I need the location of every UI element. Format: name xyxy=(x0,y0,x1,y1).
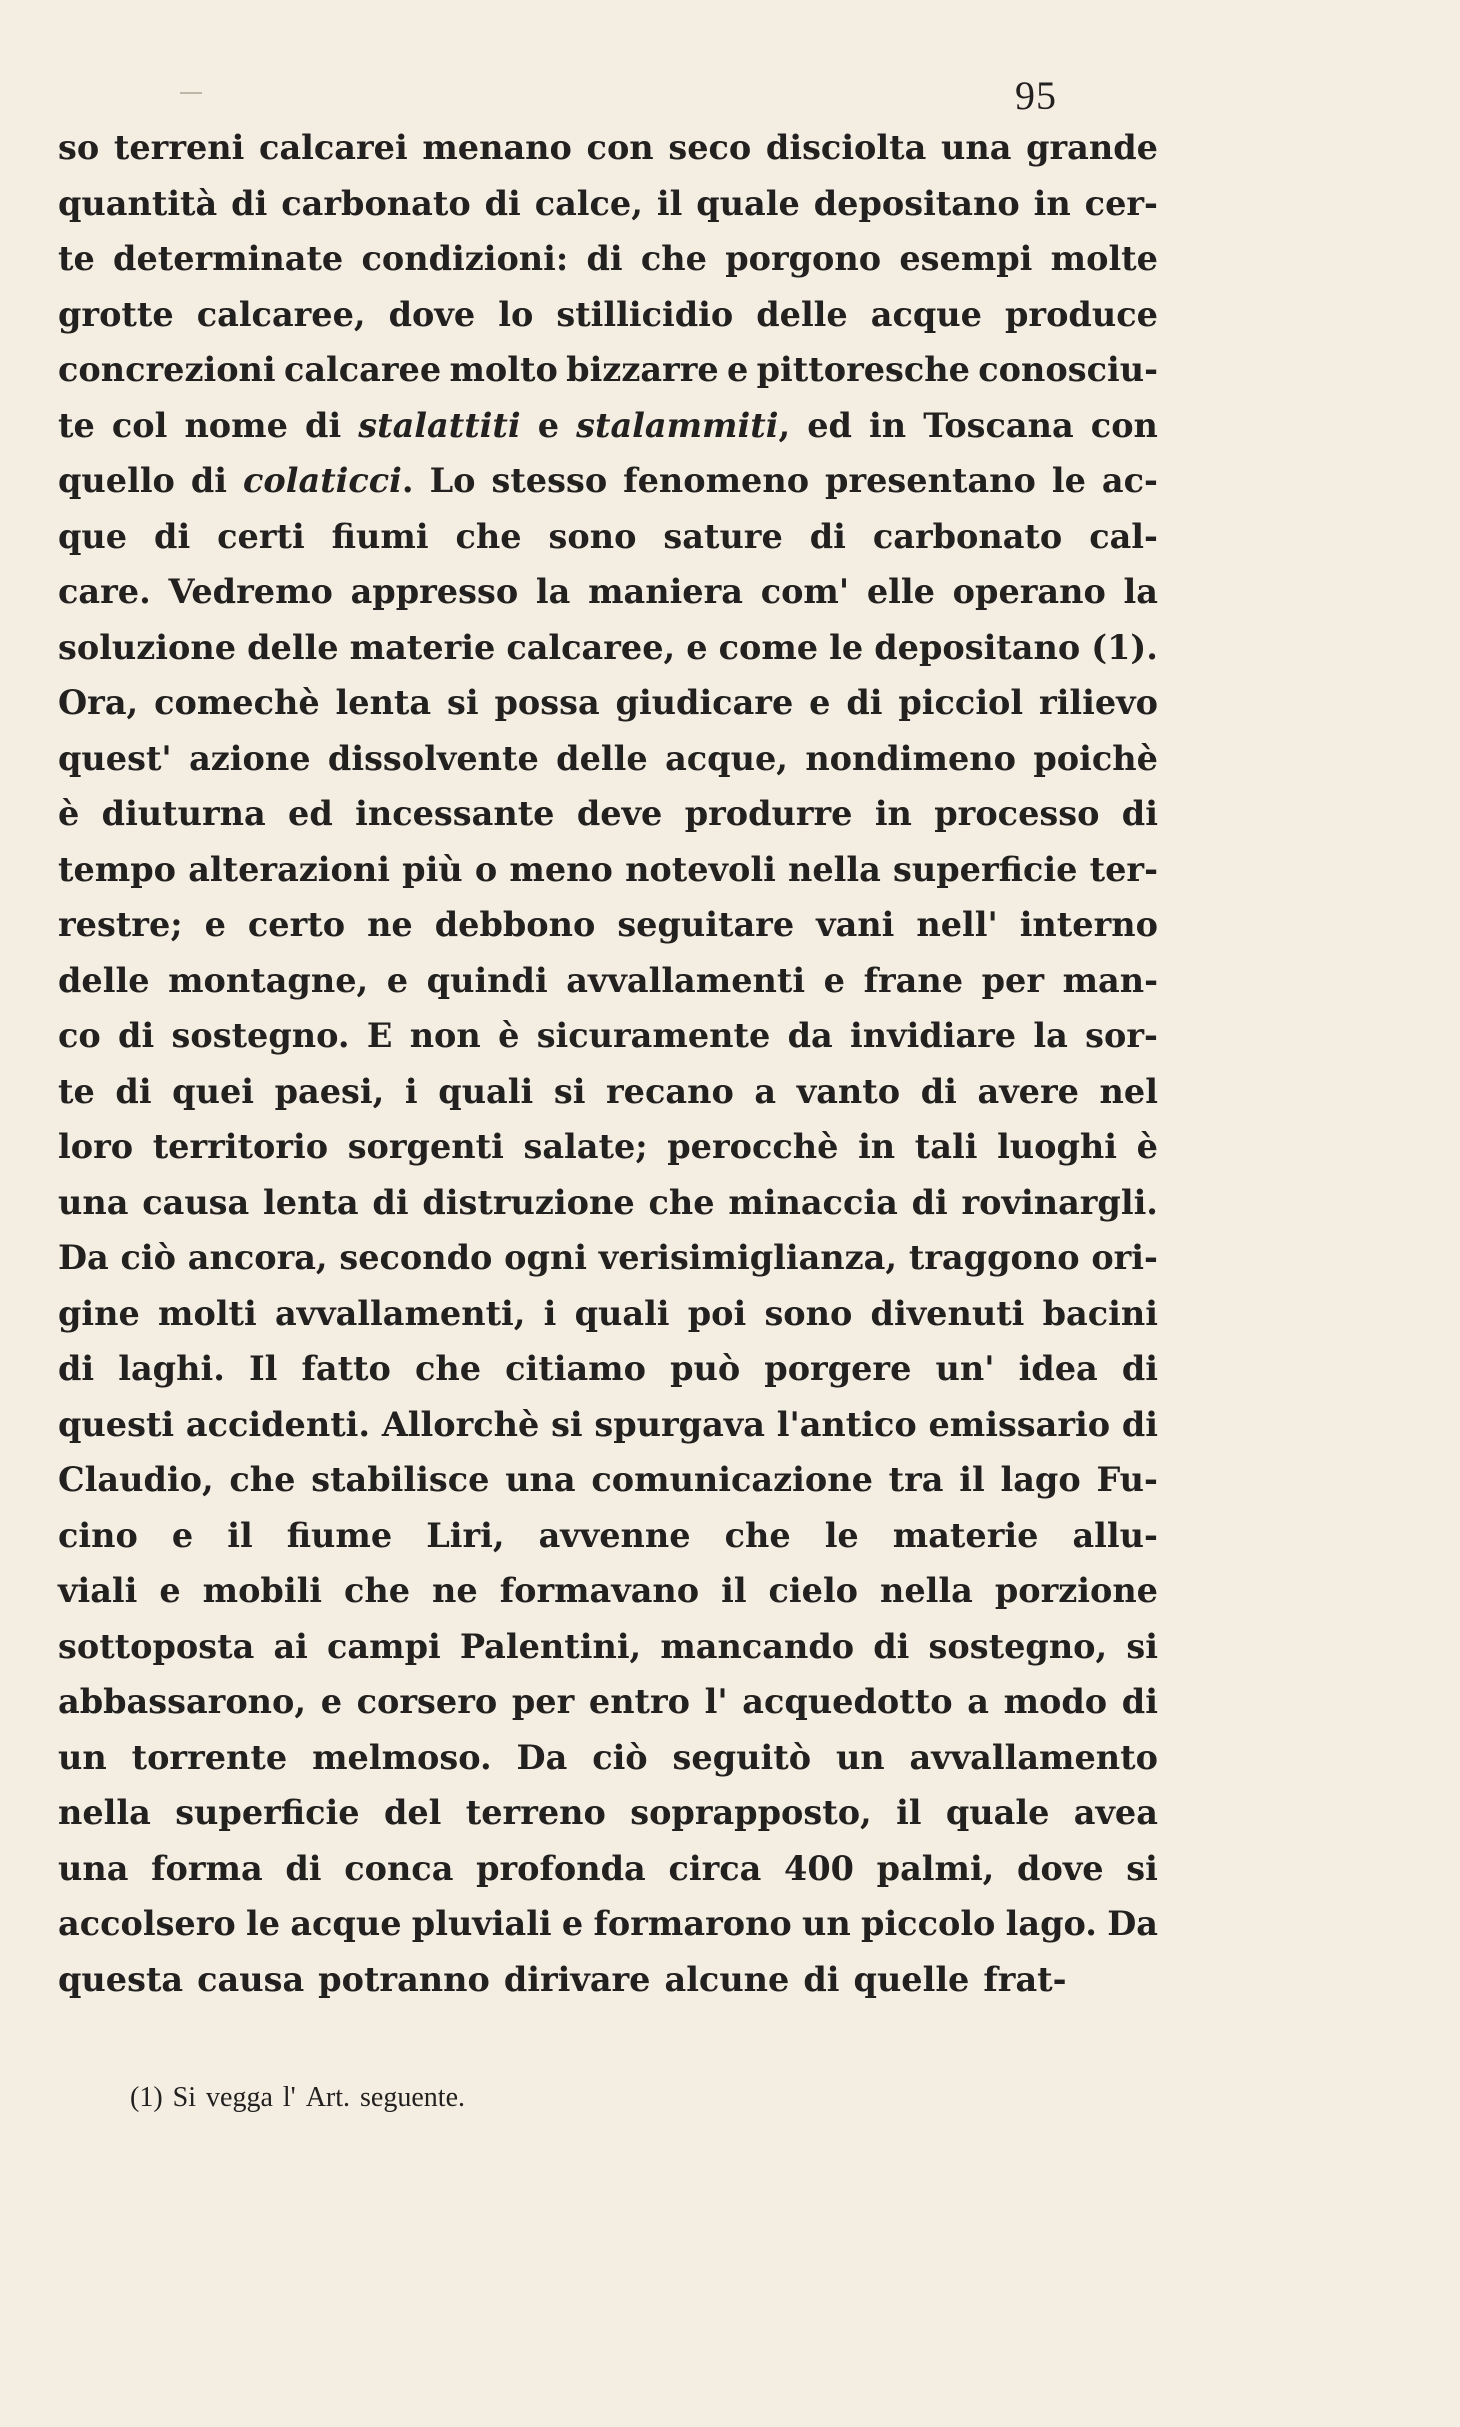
text-line: grotte calcaree, dove lo stillicidio delle acque produce xyxy=(58,294,1158,334)
text-line: gine molti avvallamenti, i quali poi sono divenuti bacini xyxy=(58,1293,1158,1333)
text-line: una forma di conca profonda circa 400 palmi, dove si xyxy=(58,1848,1158,1888)
text-line: questa causa potranno dirivare alcune di quelle frat- xyxy=(58,1959,1067,1999)
text-line: questi accidenti. Allorchè si spurgava l'antico emissario di xyxy=(58,1404,1158,1444)
text-line: Ora, comechè lenta si possa giudicare e di picciol rilievo xyxy=(58,683,1158,722)
text-line: te col nome di stalattiti e stalammiti, ed in Toscana con xyxy=(58,405,1158,445)
text-line: concrezioni calcaree molto bizzarre e pittoresche conosciu- xyxy=(58,350,1158,389)
text-line: quello di colaticci. Lo stesso fenomeno presentano le ac- xyxy=(58,461,1158,500)
text-line: care. Vedremo appresso la maniera com' elle operano la xyxy=(58,572,1158,611)
text-line: quantità di carbonato di calce, il quale depositano in cer- xyxy=(58,183,1158,223)
text-line: tempo alterazioni più o meno notevoli nella superficie ter- xyxy=(58,849,1158,889)
text-line: te di quei paesi, i quali si recano a vanto di avere nel xyxy=(58,1071,1158,1111)
text-line: que di certi fiumi che sono sature di carbonato cal- xyxy=(58,516,1158,556)
text-line: loro territorio sorgenti salate; perocchè in tali luoghi è xyxy=(58,1127,1158,1166)
text-line: cino e il fiume Liri, avvenne che le materie allu- xyxy=(58,1515,1158,1555)
body-text xyxy=(58,128,1158,2015)
text-line: co di sostegno. E non è sicuramente da invidiare la sor- xyxy=(58,1016,1158,1055)
text-line: te determinate condizioni: di che porgono esempi molte xyxy=(58,239,1158,278)
decorative-dash xyxy=(180,92,202,94)
footnote: (1) Si vegga l' Art. seguente. xyxy=(130,2082,465,2113)
text-line: è diuturna ed incessante deve produrre in processo di xyxy=(58,794,1158,833)
text-line: so terreni calcarei menano con seco disciolta una grande xyxy=(58,128,1158,167)
text-line: nella superficie del terreno soprapposto, il quale avea xyxy=(58,1793,1158,1832)
text-line: di laghi. Il fatto che citiamo può porgere un' idea di xyxy=(58,1349,1158,1388)
text-line: sottoposta ai campi Palentini, mancando di sostegno, si xyxy=(58,1626,1158,1666)
text-line: abbassarono, e corsero per entro l' acquedotto a modo di xyxy=(58,1682,1158,1721)
text-line: un torrente melmoso. Da ciò seguitò un avvallamento xyxy=(58,1737,1158,1777)
text-line: Claudio, che stabilisce una comunicazione tra il lago Fu- xyxy=(58,1460,1158,1499)
text-line: accolsero le acque pluviali e formarono un piccolo lago. Da xyxy=(58,1904,1158,1943)
page-number: 95 xyxy=(1015,73,1057,118)
text-line: delle montagne, e quindi avvallamenti e frane per man- xyxy=(58,960,1158,1000)
text-line: viali e mobili che ne formavano il cielo nella porzione xyxy=(58,1571,1158,1610)
text-line: Da ciò ancora, secondo ogni verisimiglianza, traggono ori- xyxy=(58,1238,1158,1277)
text-line: una causa lenta di distruzione che minaccia di rovinargli. xyxy=(58,1182,1158,1222)
text-line: soluzione delle materie calcaree, e come le depositano (1). xyxy=(58,627,1158,667)
text-line: quest' azione dissolvente delle acque, nondimeno poichè xyxy=(58,738,1158,778)
text-line: restre; e certo ne debbono seguitare vani nell' interno xyxy=(58,905,1158,944)
